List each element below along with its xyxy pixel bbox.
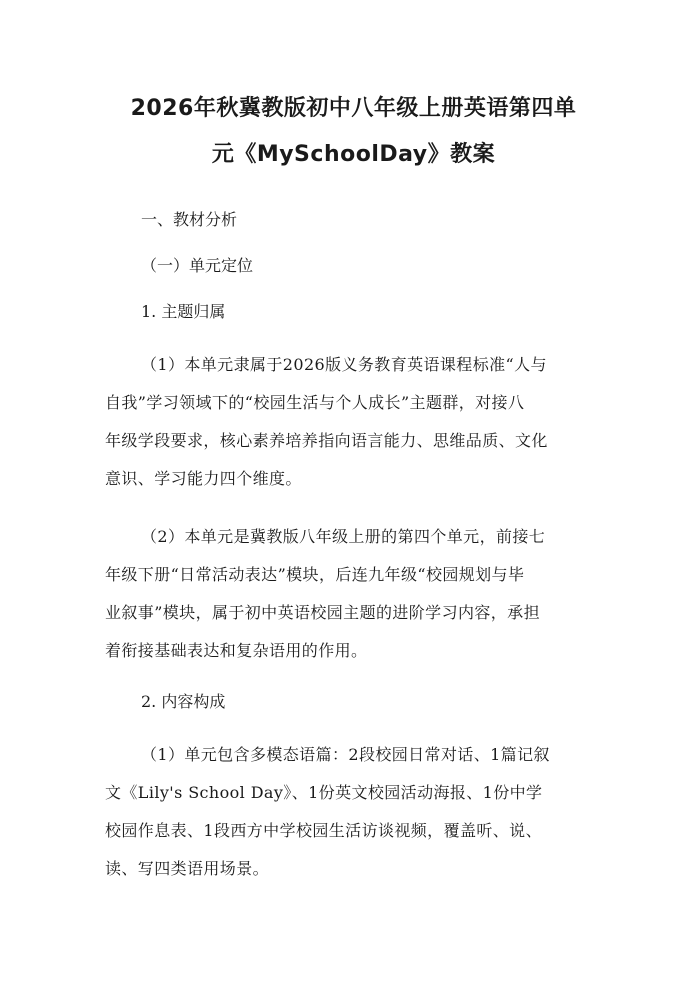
paragraph-line: 年级下册“日常活动表达”模块，后连九年级“校园规划与毕: [105, 565, 525, 584]
paragraph-line: （1）单元包含多模态语篇：2段校园日常对话、1篇记叙: [141, 745, 550, 764]
paragraph-line: 自我”学习领域下的“校园生活与个人成长”主题群，对接八: [105, 393, 525, 412]
title-line-2: 元《MySchoolDay》教案: [211, 142, 496, 167]
paragraph-line: 读、写四类语用场景。: [105, 859, 270, 878]
section-heading-textbook-analysis: 一、教材分析: [141, 210, 238, 229]
paragraph-content-1: [105, 736, 602, 888]
paragraph-line: 着衔接基础表达和复杂语用的作用。: [105, 641, 368, 660]
item-heading-content: 2. 内容构成: [141, 692, 226, 711]
paragraph-line: 文《Lily's School Day》、1份英文校园活动海报、1份中学: [105, 783, 543, 802]
document-title: [105, 86, 602, 178]
paragraph-line: （2）本单元是冀教版八年级上册的第四个单元，前接七: [141, 527, 546, 546]
title-line-1: 2026年秋冀教版初中八年级上册英语第四单: [130, 96, 577, 121]
paragraph-theme-2: [105, 518, 602, 670]
document-page: [0, 86, 700, 991]
paragraph-line: 年级学段要求，核心素养培养指向语言能力、思维品质、文化: [105, 431, 548, 450]
subsection-heading-unit-positioning: （一）单元定位: [141, 256, 254, 275]
paragraph-line: 意识、学习能力四个维度。: [105, 469, 302, 488]
paragraph-line: （1）本单元隶属于2026版义务教育英语课程标准“人与: [141, 355, 547, 374]
paragraph-theme-1: [105, 346, 602, 498]
item-heading-theme: 1. 主题归属: [141, 302, 226, 321]
paragraph-line: 校园作息表、1段西方中学校园生活访谈视频，覆盖听、说、: [105, 821, 542, 840]
paragraph-line: 业叙事”模块，属于初中英语校园主题的进阶学习内容，承担: [105, 603, 540, 622]
